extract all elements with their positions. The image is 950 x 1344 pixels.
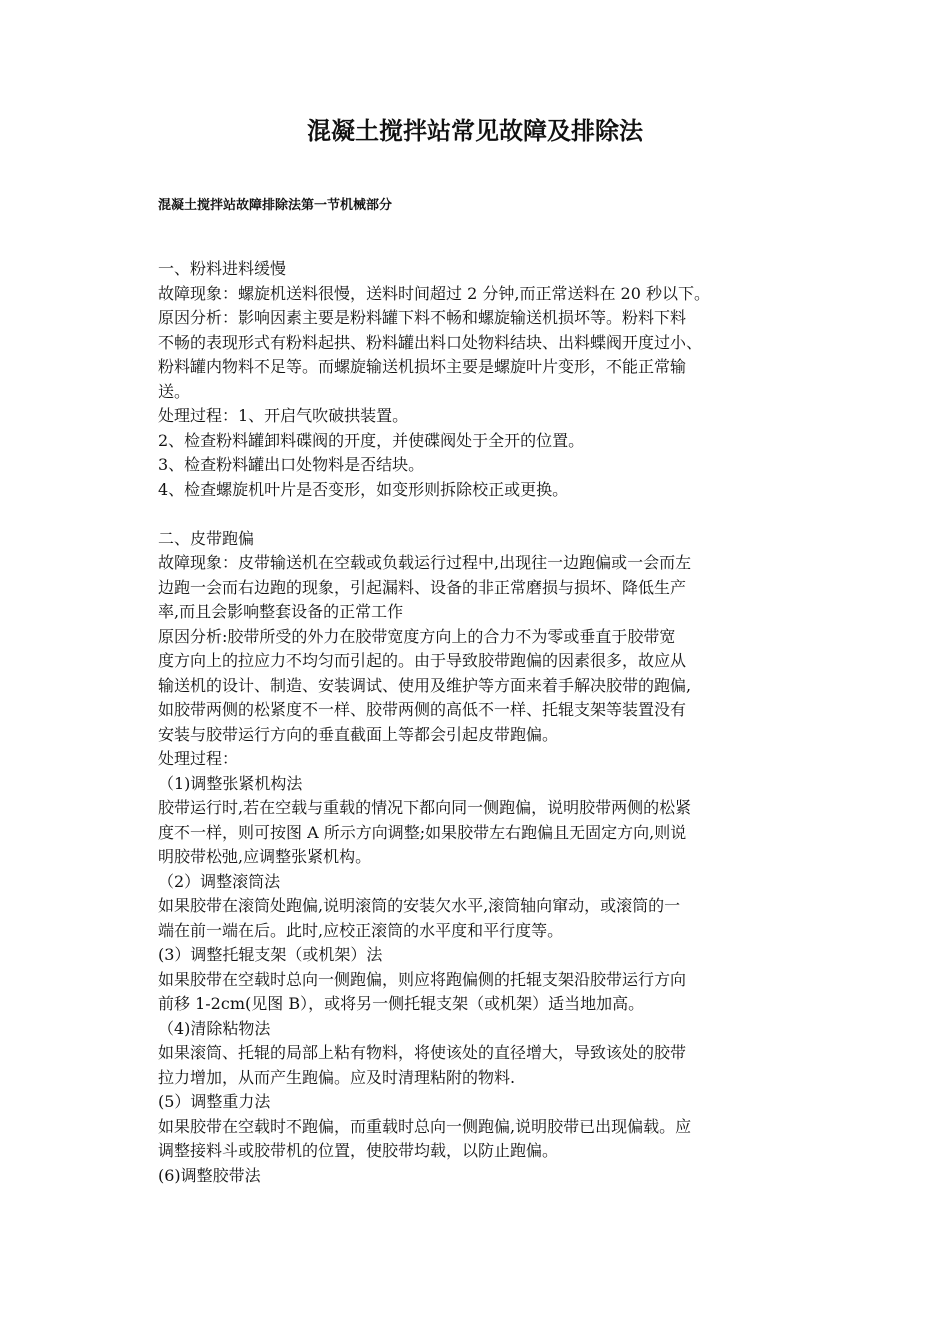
paragraph-line: 4、检查螺旋机叶片是否变形，如变形则拆除校正或更换。 <box>158 479 569 499</box>
paragraph-line: 故障现象：皮带输送机在空载或负载运行过程中,出现往一边跑偏或一会而左 <box>158 553 692 572</box>
paragraph-line: 度方向上的拉应力不均匀而引起的。由于导致胶带跑偏的因素很多，故应从 <box>158 651 687 670</box>
subsection-heading: （4)清除粘物法 <box>158 1018 271 1038</box>
document-subtitle: 混凝土搅拌站故障排除法第一节机械部分 <box>158 198 393 213</box>
section-spacer <box>158 502 798 527</box>
paragraph-line: 送。 <box>158 381 191 401</box>
paragraph-line: 处理过程：1、开启气吹破拱装置。 <box>158 406 409 425</box>
paragraph-line: 粉料罐内物料不足等。而螺旋输送机损坏主要是螺旋叶片变形，不能正常输 <box>158 357 687 376</box>
paragraph-line: 如果胶带在滚筒处跑偏,说明滚筒的安装欠水平,滚筒轴向窜动，或滚筒的一 <box>158 896 681 915</box>
paragraph-line: 端在前一端在后。此时,应校正滚筒的水平度和平行度等。 <box>158 920 564 940</box>
paragraph-line: 处理过程： <box>158 749 239 768</box>
paragraph-line: 输送机的设计、制造、安装调试、使用及维护等方面来着手解决胶带的跑偏, <box>158 675 692 695</box>
subsection-heading: （2）调整滚筒法 <box>158 871 281 891</box>
paragraph-line: 度不一样，则可按图 A 所示方向调整;如果胶带左右跑偏且无固定方向,则说 <box>158 822 687 842</box>
paragraph-line: 调整接料斗或胶带机的位置，使胶带均载，以防止跑偏。 <box>158 1141 559 1160</box>
paragraph-line: 率,而且会影响整套设备的正常工作 <box>158 602 404 621</box>
paragraph-line: 如胶带两侧的松紧度不一样、胶带两侧的高低不一样、托辊支架等装置没有 <box>158 700 687 719</box>
paragraph-line: 原因分析：影响因素主要是粉料罐下料不畅和螺旋输送机损坏等。粉料下料 <box>158 308 687 327</box>
paragraph-line: 故障现象：螺旋机送料很慢，送料时间超过 2 分钟,而正常送料在 20 秒以下。 <box>158 283 710 303</box>
paragraph-line: 明胶带松弛,应调整张紧机构。 <box>158 847 372 866</box>
section-heading: 一、粉料进料缓慢 <box>158 259 287 278</box>
paragraph-line: 3、检查粉料罐出口处物料是否结块。 <box>158 455 425 474</box>
subsection-heading: (5）调整重力法 <box>158 1092 271 1111</box>
paragraph-line: 如果胶带在空载时不跑偏，而重载时总向一侧跑偏,说明胶带已出现偏载。应 <box>158 1116 692 1136</box>
paragraph-line: 不畅的表现形式有粉料起拱、粉料罐出料口处物料结块、出料蝶阀开度过小、 <box>158 332 703 352</box>
document-title: 混凝土搅拌站常见故障及排除法 <box>307 116 643 145</box>
document-body <box>158 257 798 1188</box>
paragraph-line: 2、检查粉料罐卸料碟阀的开度，并使碟阀处于全开的位置。 <box>158 430 585 450</box>
subsection-heading: （1)调整张紧机构法 <box>158 773 303 793</box>
paragraph-line: 前移 1-2cm(见图 B），或将另一侧托辊支架（或机架）适当地加高。 <box>158 994 645 1013</box>
section-heading: 二、皮带跑偏 <box>158 528 255 548</box>
paragraph-line: 安装与胶带运行方向的垂直截面上等都会引起皮带跑偏。 <box>158 724 559 744</box>
subsection-heading: (6)调整胶带法 <box>158 1165 261 1185</box>
paragraph-line: 胶带运行时,若在空载与重载的情况下都向同一侧跑偏，说明胶带两侧的松紧 <box>158 798 692 817</box>
paragraph-line: 拉力增加，从而产生跑偏。应及时清理粘附的物料. <box>158 1067 516 1087</box>
paragraph-line: 原因分析:胶带所受的外力在胶带宽度方向上的合力不为零或垂直于胶带宽 <box>158 626 676 646</box>
paragraph-line: 如果胶带在空载时总向一侧跑偏，则应将跑偏侧的托辊支架沿胶带运行方向 <box>158 969 687 989</box>
subsection-heading: (3）调整托辊支架（或机架）法 <box>158 945 383 964</box>
paragraph-line: 如果滚筒、托辊的局部上粘有物料，将使该处的直径增大，导致该处的胶带 <box>158 1043 687 1062</box>
paragraph-line: 边跑一会而右边跑的现象，引起漏料、设备的非正常磨损与损坏、降低生产 <box>158 577 687 597</box>
